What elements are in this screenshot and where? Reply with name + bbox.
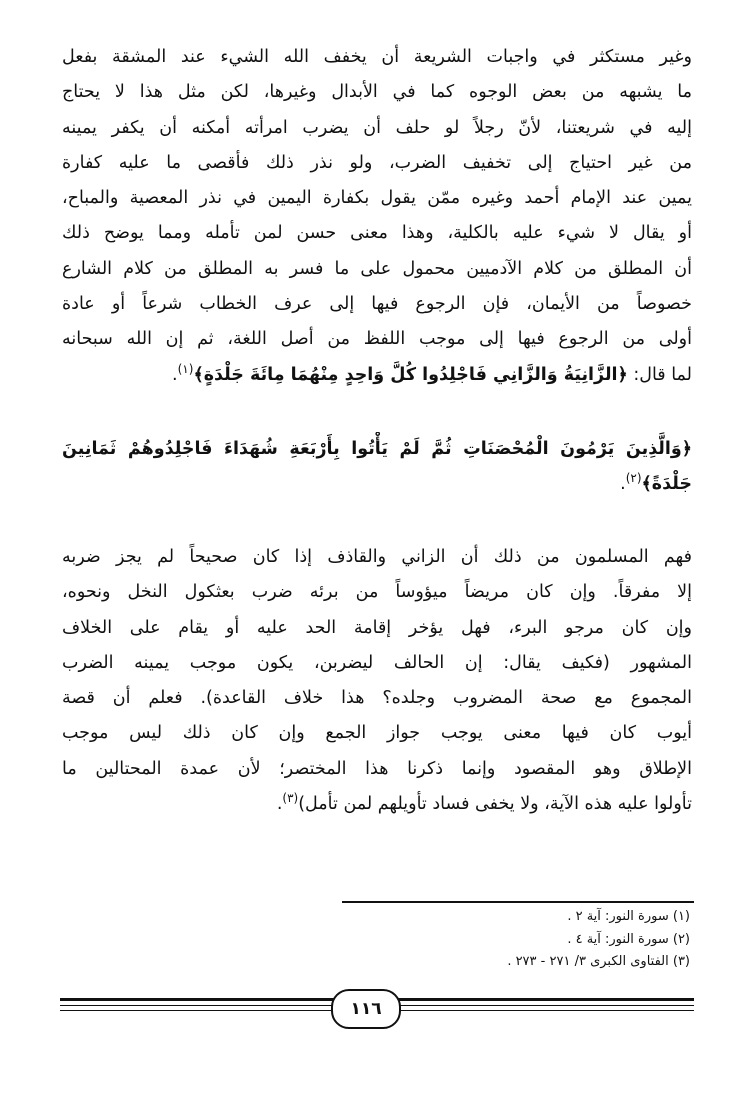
- text-line: وإن كان مرجو البرء، فهل يؤخر إقامة الحد عليه أو يقام على الخلاف: [62, 617, 692, 638]
- footnote-ref-1: (١): [177, 361, 194, 376]
- quran-verse-2-line-2: [62, 467, 692, 502]
- quran-verse-1: ﴿الزَّانِيَةُ وَالزَّانِي فَاجْلِدُوا كُلَّ وَاحِدٍ مِنْهُمَا مِائَةَ جَلْدَةٍ﴾: [193, 364, 628, 385]
- paragraph-conclusion: [62, 540, 692, 822]
- footnote-2: (٢) سورة النور: آية ٤ .: [567, 931, 690, 947]
- text-line-quote: [62, 358, 692, 393]
- paragraph-main: [62, 40, 692, 393]
- footnote-1: (١) سورة النور: آية ٢ .: [567, 909, 690, 924]
- text-line: أولى من الرجوع فيها إلى موجب اللفظ من أصل اللغة، ثم إن الله سبحانه: [62, 329, 692, 350]
- closing-text: تأولوا عليه هذه الآية، ولا يخفى فساد تأويلهم لمن تأمل): [298, 794, 692, 815]
- text-line: خصوصاً من الأيمان، فإن الرجوع فيها إلى عرف الخطاب شرعاً أو عادة: [62, 294, 692, 315]
- text-line: من غير احتياج إلى تخفيف الضرب، ولو نذر ذلك فأقصى ما عليه كفارة: [62, 152, 692, 173]
- footnote-ref-3: (٣): [282, 791, 299, 806]
- text-line: يمين عند الإمام أحمد وغيره ممّن يقول بكفارة اليمين في نذر المعصية والمباح،: [62, 188, 692, 209]
- period: .: [172, 364, 178, 385]
- text-line: ما يشبهه من بعض الوجوه كما في الأبدال وغيرها، لكن مثل هذا لا يحتاج: [62, 82, 692, 103]
- text-line-last: [62, 787, 692, 822]
- text-line: إلا مفرقاً. وإن كان مريضاً ميؤوساً من برئه ضرب بعثكول النخل ونحوه،: [62, 582, 692, 603]
- text-line: أن المطلق من كلام الآدميين محمول على ما فسر به المطلق من كلام الشارع: [62, 258, 692, 279]
- period: .: [276, 794, 283, 815]
- text-line: أيوب كان فيها معنى يوجب جواز الجمع وإن كان ذلك ليس موجب: [62, 723, 692, 744]
- text-line: فهم المسلمون من ذلك أن الزاني والقاذف إذا كان صحيحاً لم يجز ضربه: [62, 547, 692, 567]
- text-line: أو يقال لا شيء عليه بالكلية، وهذا معنى حسن لمن تأمله ومما يوضح ذلك: [62, 223, 692, 244]
- footnote-ref-2: (٢): [625, 471, 642, 486]
- text-line: إليه في شريعتنا، لأنّ رجلاً لو حلف أن يضرب امرأته أمكنه أن يكفر يمينه: [62, 117, 692, 138]
- quote-intro: لما قال:: [627, 364, 692, 385]
- text-line: المشهور (فكيف يقال: إن الحالف ليضربن، يكون موجب يمينه الضرب: [62, 652, 692, 673]
- period: .: [620, 474, 626, 495]
- footnote-separator: [342, 901, 694, 903]
- footnotes-list: [310, 906, 690, 974]
- footnote-3: (٣) الفتاوى الكبرى ٣/ ٢٧١ - ٢٧٣ .: [507, 954, 690, 969]
- text-line: وغير مستكثر في واجبات الشريعة أن يخفف الله الشيء عند المشقة بفعل: [62, 47, 692, 67]
- text-line: الإطلاق وهو المقصود وإنما ذكرنا هذا المختصر؛ لأن عمدة المحتالين ما: [62, 758, 692, 779]
- text-line: المجموع مع صحة المضروب وجلده؟ هذا خلاف القاعدة). فعلم أن قصة: [62, 688, 692, 709]
- quran-verse-block: [62, 432, 692, 503]
- quran-verse-2-line-1: ﴿وَالَّذِينَ يَرْمُونَ الْمُحْصَنَاتِ ثُمَّ لَمْ يَأْتُوا بِأَرْبَعَةِ شُهَدَاءَ فَاجْلِدُوهُمْ ثَمَانِينَ: [62, 439, 692, 459]
- quran-verse-2-end: جَلْدَةً﴾: [641, 474, 692, 495]
- page-number: ١١٦: [331, 989, 401, 1029]
